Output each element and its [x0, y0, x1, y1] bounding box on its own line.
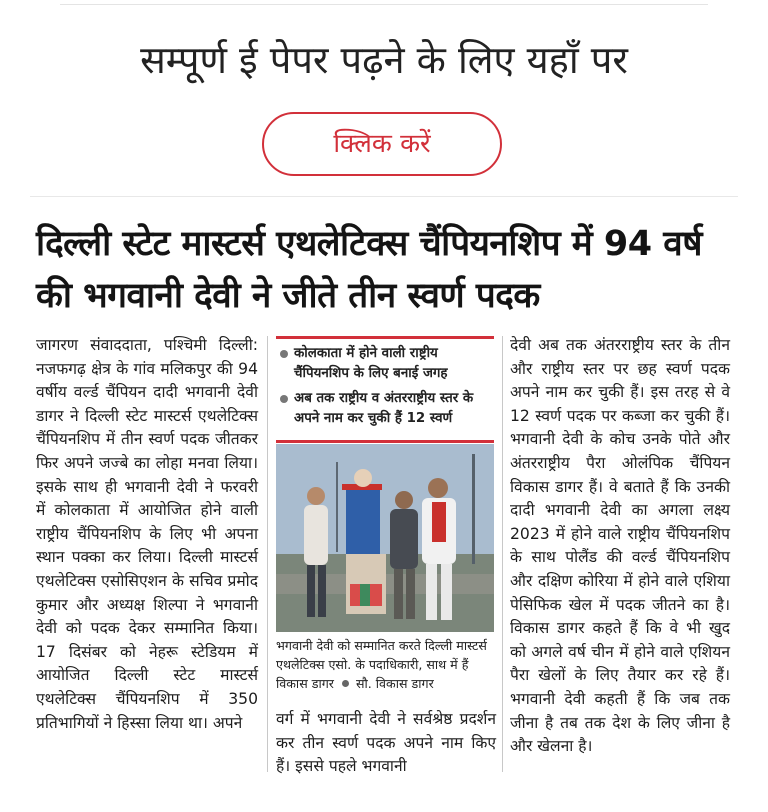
- article-column-2: वर्ग में भगवानी देवी ने सर्वश्रेष्ठ प्रदर्शन कर तीन स्वर्ण पदक अपने नाम किए हैं। इससे पहले भगवानी: [276, 710, 496, 776]
- news-photo: [276, 444, 494, 632]
- article-headline: दिल्ली स्टेट मास्टर्स एथलेटिक्स चैंपियनशिप में 94 वर्ष की भगवानी देवी ने जीते तीन स्वर्ण पदक: [36, 224, 702, 316]
- bullet-icon: [280, 350, 288, 358]
- photo-pole: [472, 454, 475, 564]
- banner-divider: [30, 196, 738, 197]
- photo-caption: [276, 636, 496, 693]
- click-here-button[interactable]: क्लिक करें: [262, 112, 502, 176]
- photo-illustration: [276, 444, 494, 632]
- bullet-icon: [280, 395, 288, 403]
- photo-person-head: [395, 491, 413, 509]
- highlight-text: कोलकाता में होने वाली राष्ट्रीय चैंपियनशिप के लिए बनाई जगह: [294, 346, 448, 381]
- photo-person-head: [428, 478, 448, 498]
- photo-person-body: [304, 505, 328, 565]
- photo-person-head: [307, 487, 325, 505]
- photo-person-leg: [406, 569, 415, 619]
- article-column-1: जागरण संवाददाता, पश्चिमी दिल्ली: नजफगढ़ क्षेत्र के गांव मलिकपुर की 94 वर्षीय वर्ल्ड चैंपियन दादी भगवानी देवी डागर ने दिल्ली स्टेट मास्टर्स एथलेटिक्स चैंपियनशिप में तीन स्वर्ण पदक जीतकर फिर अपने जज्बे का लोहा मनवा लिया। इसके साथ ही भगवानी देवी ने फरवरी में कोलकाता में आयोजित होने वाली राष्ट्रीय चैंपियनशिप के लिए भी अपना स्थान पक्का कर लिया। दिल्ली मास्टर्स एथलेटिक्स एसोसिएशन के सचिव प्रमोद कुमार और अध्यक्ष शिल्पा ने भगवानी देवी को पदक देकर सम्मानित किया। 17 दिसंबर को नेहरू स्टेडियम में आयोजित दिल्ली स्टेट मास्टर्स एथलेटिक्स चैंपियनशिप में 350 प्रतिभागियों ने हिस्सा लिया था। अपने: [36, 336, 258, 732]
- photo-person-leg: [307, 565, 315, 617]
- photo-person-shirt: [432, 502, 446, 542]
- photo-pedestal-art: [360, 584, 370, 606]
- photo-person-leg: [426, 564, 437, 620]
- photo-person-leg: [394, 569, 403, 619]
- photo-person-body: [390, 509, 418, 569]
- caption-text: भगवानी देवी को सम्मानित करते दिल्ली मास्टर्स एथलेटिक्स एसो. के पदाधिकारी, साथ में हैं विकास डागर: [276, 638, 487, 691]
- column-divider: [502, 336, 503, 772]
- highlight-item: [276, 389, 494, 429]
- column-divider: [267, 336, 268, 772]
- highlights-bottom-rule: [276, 440, 494, 443]
- top-divider: [60, 4, 708, 5]
- highlights-box: [276, 336, 494, 443]
- photo-person-leg: [441, 564, 452, 620]
- photo-credit: सौ. विकास डागर: [356, 676, 434, 691]
- caption-bullet-icon: [342, 680, 349, 687]
- article-column-3: देवी अब तक अंतरराष्ट्रीय स्तर के तीन और राष्ट्रीय स्तर पर छह स्वर्ण पदक अपने नाम कर चुकी हैं। इस तरह से वे 12 स्वर्ण पदक पर कब्जा कर चुकी हैं। भगवानी देवी के कोच उनके पोते और अंतरराष्ट्रीय पैरा ओलंपिक चैंपियन विकास डागर हैं। वे बताते हैं कि उनकी दादी भगवानी देवी का अगला लक्ष्य 2023 में होने वाले राष्ट्रीय चैंपियनशिप के साथ पोलैंड की वर्ल्ड चैंपियनशिप और दक्षिण कोरिया में होने वाले एशिया पेसिफिक खेल में पदक जीतने का है। विकास डागर कहते हैं कि वे भी खुद को अगले वर्ष चीन में होने वाले एशियन पैरा खेलों के लिए तैयार कर रहे हैं। भगवानी देवी कहती हैं कि जब तक जीना है तब तक देश के लिए जीना है और खेलना है।: [510, 336, 730, 756]
- photo-person-leg: [318, 565, 326, 617]
- photo-statue-head: [354, 469, 372, 487]
- photo-pole: [336, 462, 338, 552]
- epaper-banner-text: सम्पूर्ण ई पेपर पढ़ने के लिए यहाँ पर: [140, 38, 628, 82]
- highlight-text: अब तक राष्ट्रीय व अंतरराष्ट्रीय स्तर के अपने नाम कर चुकी हैं 12 स्वर्ण: [294, 391, 474, 426]
- highlight-item: [276, 344, 494, 384]
